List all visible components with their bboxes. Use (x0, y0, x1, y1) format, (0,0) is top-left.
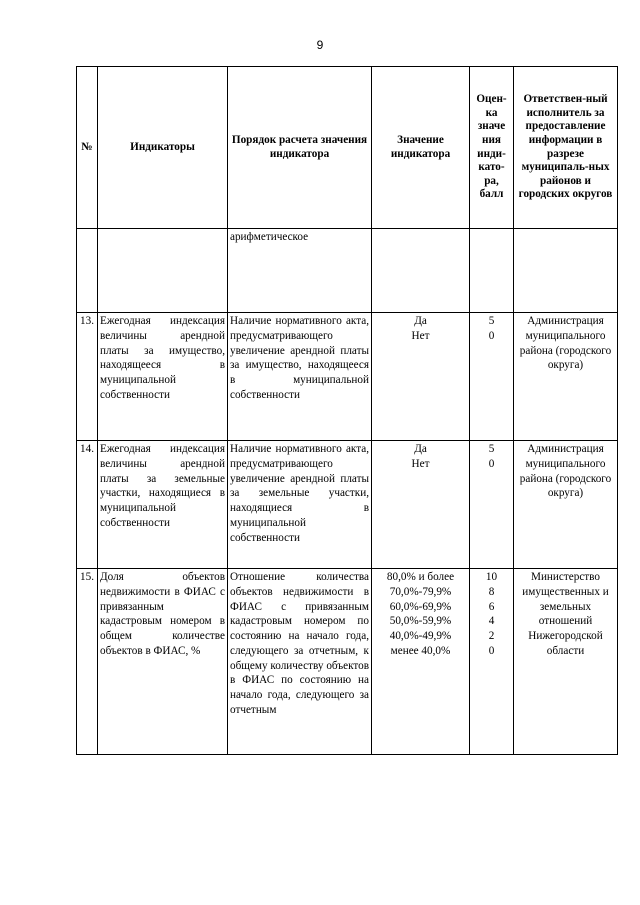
value-item: 40,0%-49,9% (389, 630, 452, 643)
indicators-table (76, 66, 618, 755)
continuation-calc: арифметическое (228, 229, 372, 313)
value-item: 70,0%-79,9% (389, 585, 452, 598)
row-responsible: Министерство имущественных и земельных отношений Нижегородской области (514, 569, 618, 755)
value-item: Нет (411, 329, 430, 342)
row-calculation: Отношение количества объектов недвижимости в ФИАС с привязанным кадастровым номером по состоянию на начало года, следующего за отчетным, к общему количеству объектов в ФИАС по состоянию на начало года, следующего за отчетным (228, 569, 372, 755)
row-values (372, 569, 470, 755)
row-scores (470, 569, 514, 755)
row-scores (470, 313, 514, 441)
value-item: менее 40,0% (390, 644, 451, 657)
table-row-continuation (77, 229, 618, 313)
score-item: 5 (488, 443, 495, 455)
score-item: 0 (488, 457, 495, 470)
score-item: 5 (488, 315, 495, 327)
table-row (77, 441, 618, 569)
row-indicator: Ежегодная индексация величины арендной платы за имущество, находящееся в муниципальной собственности (98, 313, 228, 441)
table-row (77, 569, 618, 755)
value-item: 60,0%-69,9% (389, 600, 452, 613)
value-item: Да (414, 443, 427, 455)
row-values (372, 313, 470, 441)
value-item: Нет (411, 457, 430, 470)
header-score: Оцен-ка значе ния инди-като-ра, балл (470, 67, 514, 229)
row-responsible: Администрация муниципального района (городского округа) (514, 313, 618, 441)
table-row (77, 313, 618, 441)
row-number: 15. (77, 569, 98, 755)
header-number: № (77, 67, 98, 229)
header-calculation: Порядок расчета значения индикатора (228, 67, 372, 229)
value-item: Да (414, 315, 427, 327)
table-header-row (77, 67, 618, 229)
header-indicator: Индикаторы (98, 67, 228, 229)
row-indicator: Доля объектов недвижимости в ФИАС с привязанным кадастровым номером в общем количестве объектов в ФИАС, % (98, 569, 228, 755)
row-indicator: Ежегодная индексация величины арендной платы за земельные участки, находящиеся в муниципальной собственности (98, 441, 228, 569)
value-item: 50,0%-59,9% (389, 615, 452, 628)
score-item: 0 (488, 329, 495, 342)
row-number: 14. (77, 441, 98, 569)
page-number: 9 (316, 38, 324, 52)
score-item: 4 (488, 615, 495, 628)
header-responsible: Ответствен-ный исполнитель за предоставление информации в разрезе муниципаль-ных районов и городских округов (514, 67, 618, 229)
score-item: 6 (488, 600, 495, 613)
score-item: 10 (485, 571, 498, 583)
row-calculation: Наличие нормативного акта, предусматривающего увеличение арендной платы за имущество, находящееся в муниципальной собственности (228, 313, 372, 441)
row-values (372, 441, 470, 569)
score-item: 0 (488, 644, 495, 657)
value-item: 80,0% и более (386, 571, 455, 583)
row-scores (470, 441, 514, 569)
score-item: 2 (488, 630, 495, 643)
row-responsible: Администрация муниципального района (городского округа) (514, 441, 618, 569)
row-number: 13. (77, 313, 98, 441)
score-item: 8 (488, 585, 495, 598)
row-calculation: Наличие нормативного акта, предусматривающего увеличение арендной платы за земельные участки, находящиеся в муниципальной собственности (228, 441, 372, 569)
header-value: Значение индикатора (372, 67, 470, 229)
